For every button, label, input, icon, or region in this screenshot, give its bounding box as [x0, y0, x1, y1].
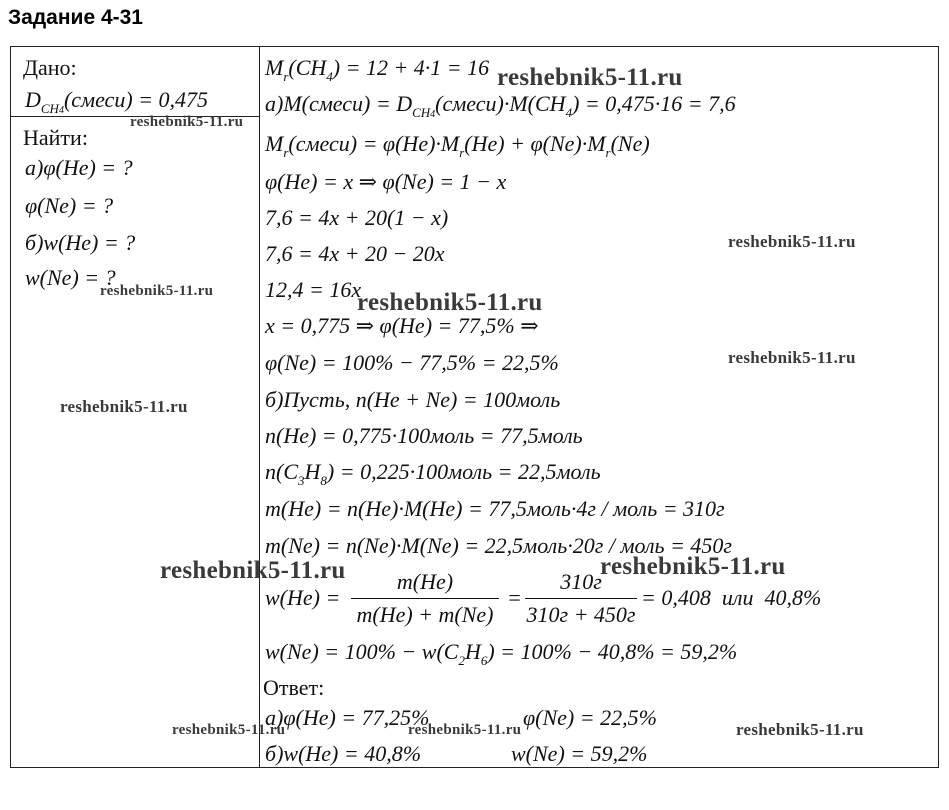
- watermark: reshebnik5-11.ru: [408, 722, 522, 738]
- watermark: reshebnik5-11.ru: [60, 397, 188, 416]
- find-label: Найти:: [23, 125, 88, 150]
- fraction-bar-2: [525, 598, 637, 599]
- column-divider: [259, 47, 260, 767]
- watermark: reshebnik5-11.ru: [100, 283, 214, 299]
- solution-line-16: $w(Ne) = 100\% - w(C_2H_6) = 100\% - 40,8\% = 59,2\%$: [265, 639, 738, 668]
- watermark: reshebnik5-11.ru: [600, 553, 786, 580]
- solution-line-4: φ(He) = x ⇒ φ(Ne) = 1 − x: [265, 169, 507, 194]
- fraction-denominator-1: m(He) + m(Ne): [356, 602, 494, 627]
- answer-w-he: б)w(He) = 40,8%: [265, 741, 422, 766]
- given-label: Дано:: [23, 55, 77, 80]
- watermark: reshebnik5-11.ru: [736, 720, 864, 739]
- solution-line-7: 12,4 = 16x: [265, 277, 362, 302]
- find-item: б)w(He) = ?: [25, 230, 136, 255]
- fraction-numerator-2: 310г: [560, 569, 602, 594]
- solution-line-5: 7,6 = 4x + 20(1 − x): [265, 205, 449, 230]
- given-density: $D_{CH4}(смеси) = 0,475$: [25, 87, 208, 116]
- fraction-denominator-2: 310г + 450г: [526, 602, 636, 627]
- fraction-bar-1: [351, 598, 499, 599]
- watermark: reshebnik5-11.ru: [357, 289, 543, 316]
- watermark: reshebnik5-11.ru: [728, 348, 856, 367]
- solution-line-12: $n(C_3H_8)$ = 0,225·100моль = 22,5моль: [265, 459, 601, 488]
- solution-line-3: $M_r(смеси) = \varphi(He)\cdot M_r(He) + \varphi(Ne)\cdot M_r(Ne)$: [265, 131, 650, 160]
- solution-line-10: б)Пусть, n(He + Ne) = 100моль: [265, 387, 561, 412]
- answer-w-ne: w(Ne) = 59,2%: [511, 741, 648, 766]
- fraction-equals: =: [507, 585, 522, 610]
- watermark: reshebnik5-11.ru: [172, 722, 286, 738]
- answer-phi-he: а)φ(He) = 77,25%: [265, 705, 430, 730]
- solution-line-14: m(Ne) = n(Ne)·M(Ne) = 22,5моль·20г / моль = 450г: [265, 533, 732, 558]
- solution-line-6: 7,6 = 4x + 20 − 20x: [265, 241, 445, 266]
- fraction-numerator-1: m(He): [396, 569, 454, 594]
- watermark: reshebnik5-11.ru: [497, 64, 683, 91]
- find-item: w(Ne) = ?: [25, 265, 116, 290]
- solution-line-2: а)M(смеси) = $D_{CH4}(смеси)\cdot M(CH_4) = 0,475\cdot 16 = 7,6$: [265, 91, 736, 120]
- solution-line-9: φ(Ne) = 100% − 77,5% = 22,5%: [265, 350, 559, 375]
- answer-phi-ne: φ(Ne) = 22,5%: [523, 705, 657, 730]
- solution-line-8: x = 0,775 ⇒ φ(He) = 77,5% ⇒: [265, 313, 539, 338]
- solution-line-13: m(He) = n(He)·M(He) = 77,5моль·4г / моль = 310г: [265, 496, 725, 521]
- find-item: а)φ(He) = ?: [25, 155, 133, 180]
- watermark: reshebnik5-11.ru: [130, 114, 244, 130]
- fraction-result: = 0,408 или 40,8%: [641, 585, 822, 610]
- solution-line-11: n(He) = 0,775·100моль = 77,5моль: [265, 423, 583, 448]
- answer-label: Ответ:: [263, 675, 325, 700]
- task-title: Задание 4-31: [8, 6, 143, 29]
- solution-line-1: $M_r(CH_4) = 12 + 4\cdot 1 = 16$: [265, 55, 490, 84]
- find-item: φ(Ne) = ?: [25, 193, 114, 218]
- watermark: reshebnik5-11.ru: [728, 232, 856, 251]
- fraction-lhs: w(He) =: [265, 585, 341, 610]
- watermark: reshebnik5-11.ru: [160, 557, 346, 584]
